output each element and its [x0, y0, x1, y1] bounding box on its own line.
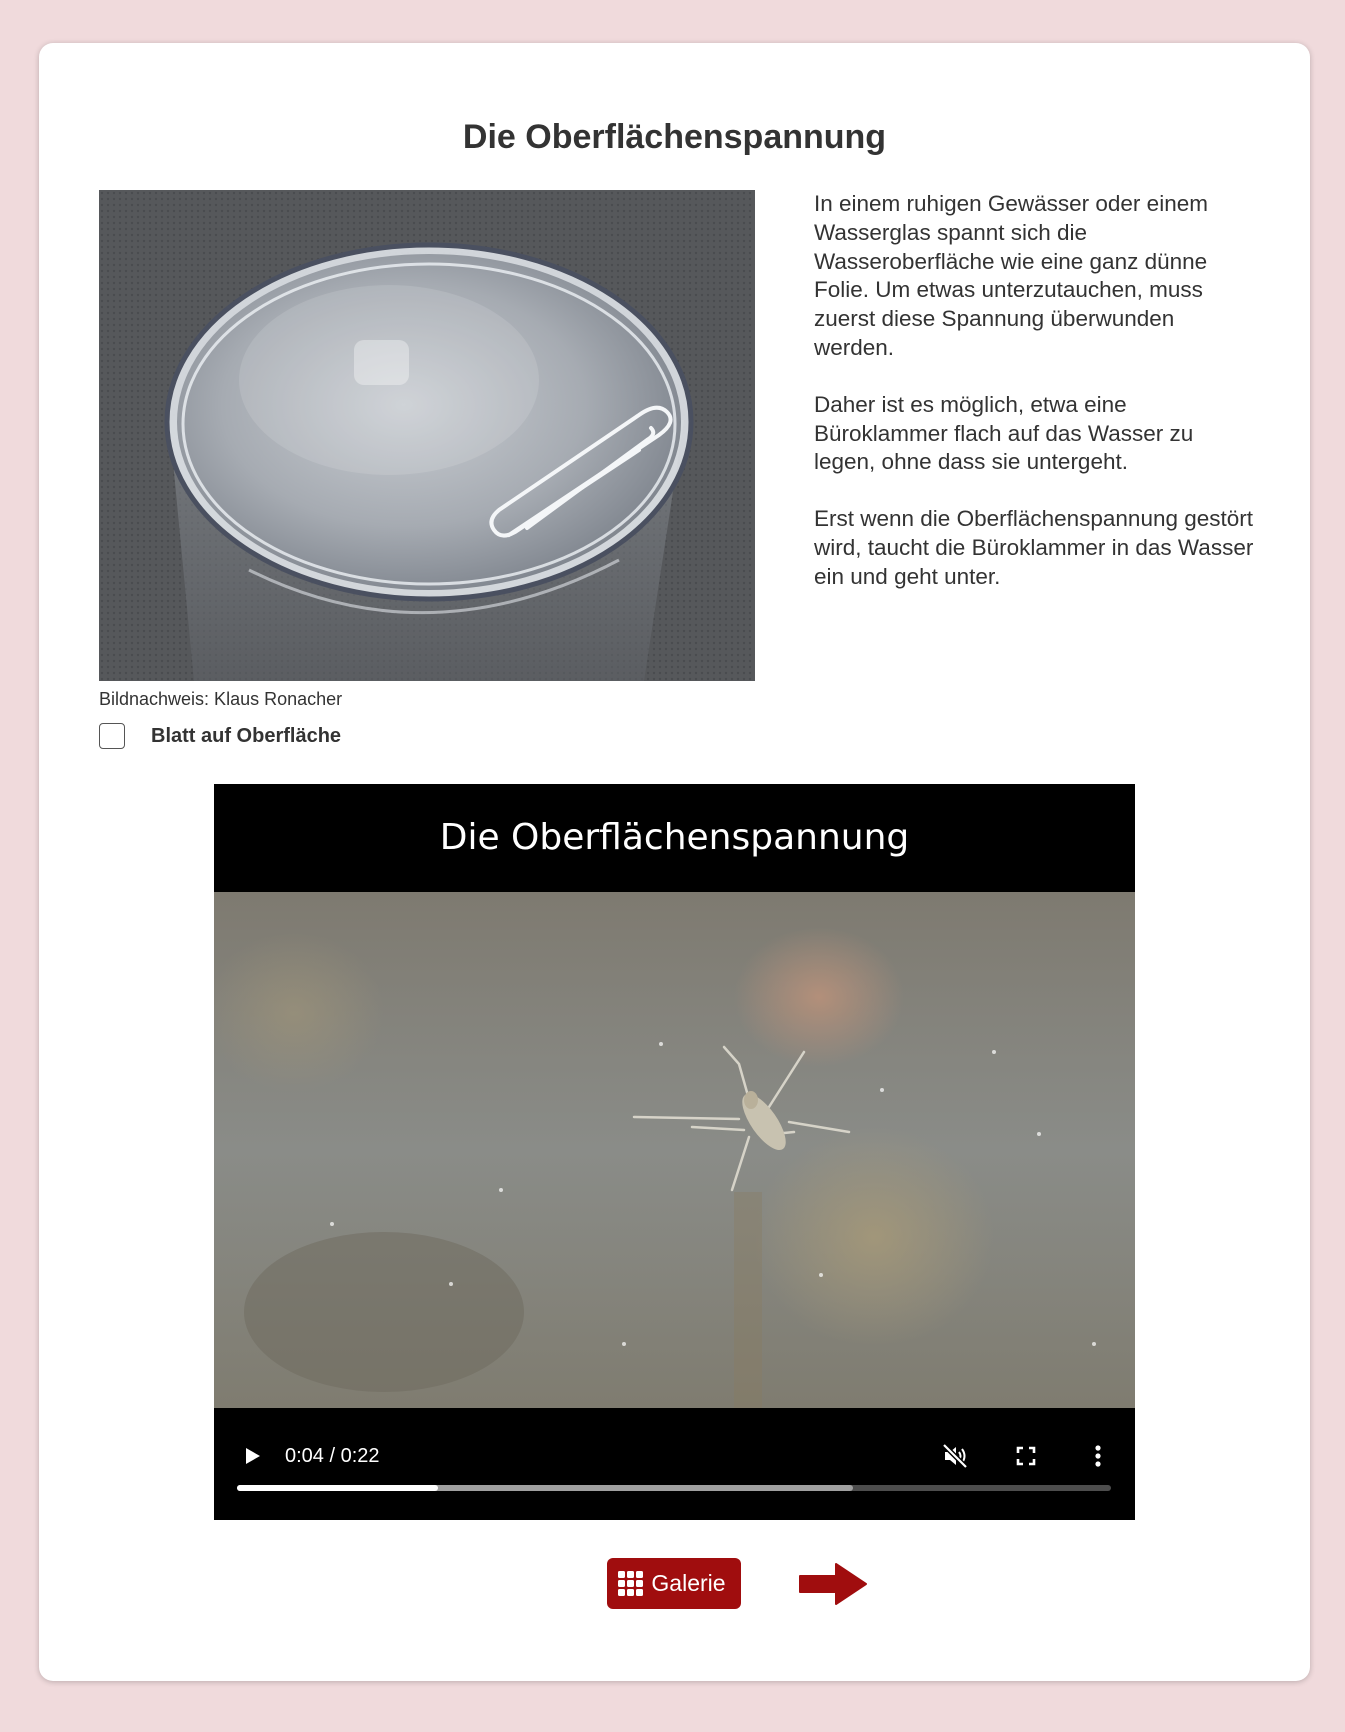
- description-paragraph: In einem ruhigen Gewässer oder einem Wasserglas spannt sich die Wasseroberfläche wie eine ganz dünne Folie. Um etwas unterzutauchen, muss zuerst diese Spannung überwunden werden.: [814, 191, 1208, 360]
- leaf-on-surface-option[interactable]: [99, 721, 341, 751]
- paperclip-photo: [99, 190, 755, 681]
- leaf-on-surface-label[interactable]: Blatt auf Oberfläche: [151, 724, 342, 747]
- video-player[interactable]: [214, 784, 1135, 1520]
- description: [814, 190, 1254, 620]
- video-progress-bar[interactable]: [237, 1485, 1111, 1491]
- video-time: 0:04 / 0:22: [285, 1445, 380, 1467]
- grid-icon: [618, 1571, 643, 1596]
- gallery-button[interactable]: [607, 1558, 741, 1609]
- description-paragraph: Daher ist es möglich, etwa eine Büroklammer flach auf das Wasser zu legen, ohne dass sie untergeht.: [814, 391, 1194, 475]
- leaf-on-surface-checkbox[interactable]: [99, 723, 125, 749]
- more-options-icon[interactable]: [1084, 1442, 1112, 1470]
- video-title: Die Oberflächenspannung: [214, 784, 1135, 892]
- fullscreen-icon[interactable]: [1014, 1444, 1038, 1468]
- play-icon[interactable]: [240, 1444, 264, 1468]
- next-arrow-icon[interactable]: [798, 1562, 868, 1606]
- page-title: Die Oberflächenspannung: [462, 118, 887, 156]
- video-controls: [214, 1408, 1135, 1520]
- description-paragraph: Erst wenn die Oberflächenspannung gestört wird, taucht die Büroklammer in das Wasser ein und geht unter.: [814, 506, 1254, 589]
- video-frame[interactable]: [214, 892, 1135, 1408]
- video-played-bar: [237, 1485, 438, 1491]
- gallery-button-label[interactable]: Galerie: [651, 1570, 726, 1596]
- muted-icon[interactable]: [941, 1442, 969, 1470]
- content-card: [39, 43, 1310, 1681]
- image-credit: Bildnachweis: Klaus Ronacher: [99, 689, 343, 709]
